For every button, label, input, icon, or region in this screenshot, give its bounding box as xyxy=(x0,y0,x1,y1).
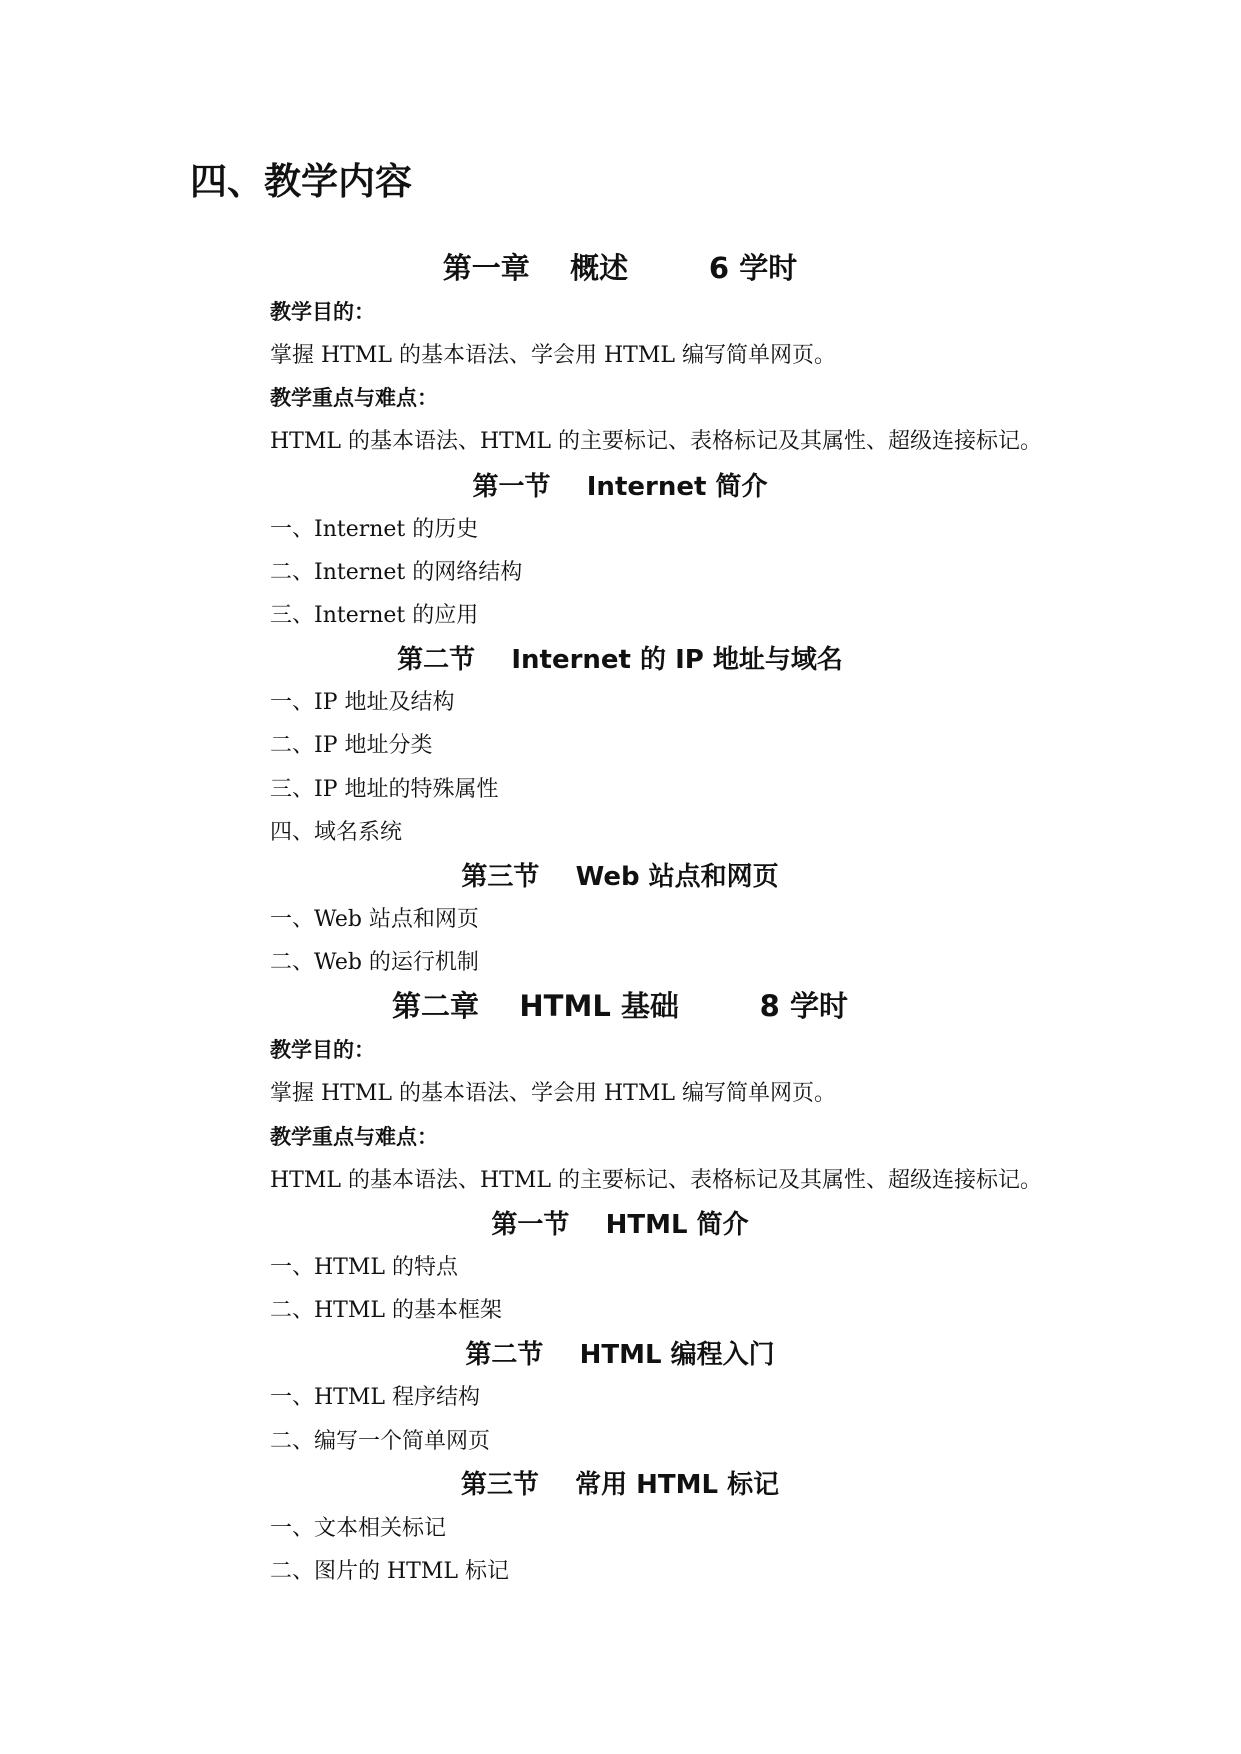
section-title: 四、教学内容 xyxy=(190,160,412,203)
chapter-2-section-2-heading: 第二节 HTML 编程入门 xyxy=(465,1340,775,1370)
list-item: 二、图片的 HTML 标记 xyxy=(270,1559,509,1584)
chapter-2-section-3-heading: 第三节 常用 HTML 标记 xyxy=(460,1470,780,1500)
chapter-1-keypoints-text: HTML 的基本语法、HTML 的主要标记、表格标记及其属性、超级连接标记。 xyxy=(270,429,1042,454)
list-item: 一、文本相关标记 xyxy=(270,1516,447,1541)
chapter-1-section-1-heading: 第一节 Internet 简介 xyxy=(472,472,768,502)
list-item: 一、IP 地址及结构 xyxy=(270,690,455,715)
chapter-1-heading: 第一章 概述 6 学时 xyxy=(442,251,798,285)
chapter-1-section-3-heading: 第三节 Web 站点和网页 xyxy=(461,862,779,892)
chapter-1-objective-label: 教学目的： xyxy=(270,300,375,324)
chapter-2-keypoints-text: HTML 的基本语法、HTML 的主要标记、表格标记及其属性、超级连接标记。 xyxy=(270,1168,1042,1193)
list-item: 一、HTML 程序结构 xyxy=(270,1385,480,1410)
list-item: 三、Internet 的应用 xyxy=(270,603,479,628)
list-item: 四、域名系统 xyxy=(270,820,403,845)
chapter-1-keypoints-label: 教学重点与难点： xyxy=(270,386,438,410)
list-item: 二、HTML 的基本框架 xyxy=(270,1298,502,1323)
list-item: 一、Web 站点和网页 xyxy=(270,907,479,932)
chapter-2-heading: 第二章 HTML 基础 8 学时 xyxy=(392,989,848,1023)
chapter-2-objective-text: 掌握 HTML 的基本语法、学会用 HTML 编写简单网页。 xyxy=(270,1081,836,1106)
list-item: 三、IP 地址的特殊属性 xyxy=(270,777,499,802)
list-item: 二、编写一个简单网页 xyxy=(270,1429,491,1454)
chapter-1-objective-text: 掌握 HTML 的基本语法、学会用 HTML 编写简单网页。 xyxy=(270,343,836,368)
list-item: 二、Web 的运行机制 xyxy=(270,950,479,975)
chapter-1-section-2-heading: 第二节 Internet 的 IP 地址与域名 xyxy=(397,645,843,675)
list-item: 二、IP 地址分类 xyxy=(270,733,433,758)
chapter-2-objective-label: 教学目的： xyxy=(270,1038,375,1062)
list-item: 一、HTML 的特点 xyxy=(270,1255,458,1280)
list-item: 一、Internet 的历史 xyxy=(270,517,479,542)
list-item: 二、Internet 的网络结构 xyxy=(270,560,523,585)
chapter-2-keypoints-label: 教学重点与难点： xyxy=(270,1125,438,1149)
chapter-2-section-1-heading: 第一节 HTML 简介 xyxy=(491,1210,749,1240)
